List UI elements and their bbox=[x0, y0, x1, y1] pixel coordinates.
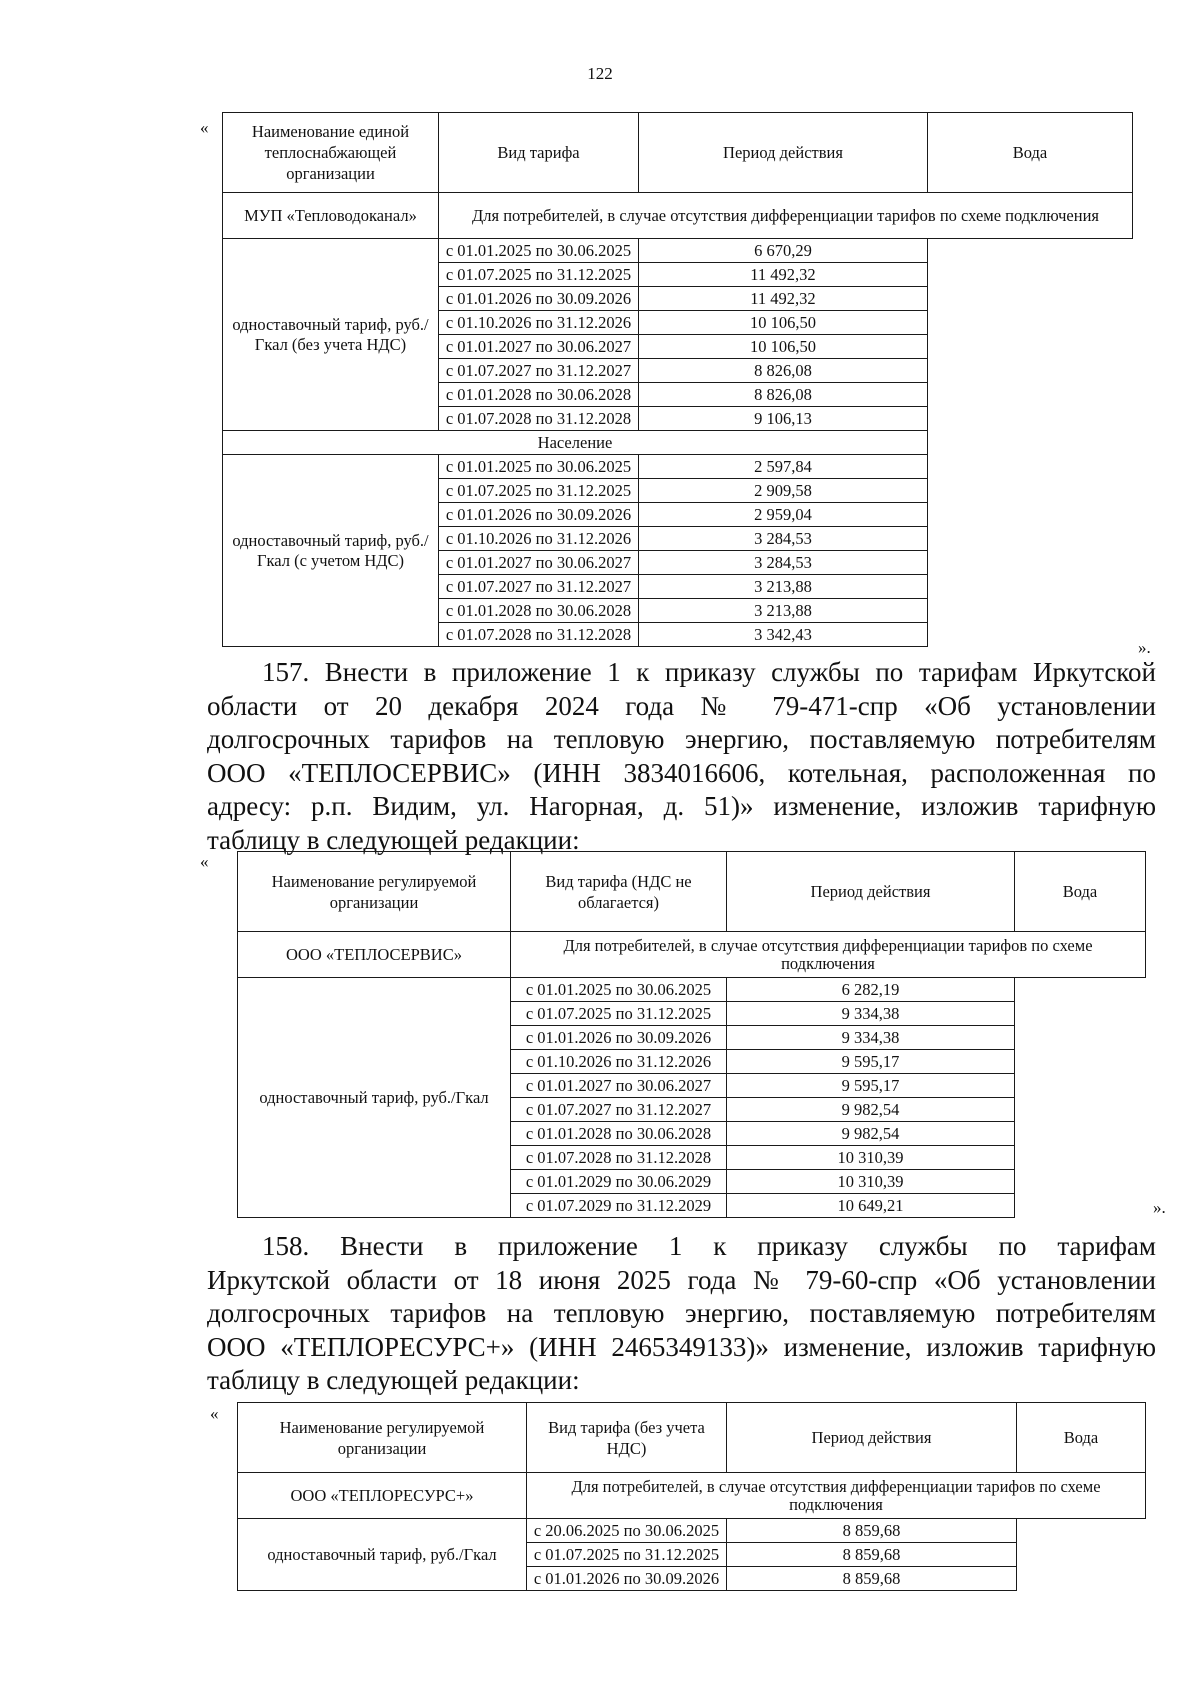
period-cell: с 01.07.2028 по 31.12.2028 bbox=[511, 1146, 727, 1170]
water-value-cell: 3 213,88 bbox=[639, 575, 928, 599]
water-value-cell: 9 334,38 bbox=[727, 1026, 1015, 1050]
period-cell: с 01.07.2025 по 31.12.2025 bbox=[527, 1543, 727, 1567]
header-org: Наименование единой теплоснабжающей организации bbox=[223, 113, 439, 193]
tariff-type-cell: одноставочный тариф, руб./Гкал bbox=[238, 1519, 527, 1591]
header-tariff-type: Вид тарифа bbox=[439, 113, 639, 193]
opening-quote: « bbox=[200, 852, 209, 871]
period-cell: с 01.07.2028 по 31.12.2028 bbox=[439, 623, 639, 647]
water-value-cell: 10 310,39 bbox=[727, 1170, 1015, 1194]
period-cell: с 01.07.2025 по 31.12.2025 bbox=[439, 479, 639, 503]
period-cell: с 01.01.2027 по 30.06.2027 bbox=[439, 335, 639, 359]
period-cell: с 01.01.2027 по 30.06.2027 bbox=[439, 551, 639, 575]
header-tariff-type: Вид тарифа (без учета НДС) bbox=[527, 1403, 727, 1473]
period-cell: с 20.06.2025 по 30.06.2025 bbox=[527, 1519, 727, 1543]
period-cell: с 01.01.2028 по 30.06.2028 bbox=[439, 383, 639, 407]
water-value-cell: 6 670,29 bbox=[639, 239, 928, 263]
period-cell: с 01.07.2025 по 31.12.2025 bbox=[439, 263, 639, 287]
opening-quote: « bbox=[210, 1404, 219, 1423]
paragraph-line: адресу: р.п. Видим, ул. Нагорная, д. 51)» изменение, изложив тарифную bbox=[207, 791, 1156, 821]
period-cell: с 01.10.2026 по 31.12.2026 bbox=[439, 311, 639, 335]
period-cell: с 01.07.2027 по 31.12.2027 bbox=[439, 359, 639, 383]
water-value-cell: 2 597,84 bbox=[639, 455, 928, 479]
section-consumers: Для потребителей, в случае отсутствия дифференциации тарифов по схеме подключения bbox=[439, 193, 1133, 239]
water-value-cell: 9 334,38 bbox=[727, 1002, 1015, 1026]
water-value-cell: 8 859,68 bbox=[727, 1567, 1017, 1591]
period-cell: с 01.01.2026 по 30.09.2026 bbox=[527, 1567, 727, 1591]
water-value-cell: 8 859,68 bbox=[727, 1519, 1017, 1543]
paragraph-line: долгосрочных тарифов на тепловую энергию, поставляемую потребителям bbox=[207, 1298, 1156, 1328]
table-row bbox=[223, 239, 1133, 263]
page-number: 122 bbox=[587, 64, 613, 83]
water-value-cell: 11 492,32 bbox=[639, 263, 928, 287]
header-period: Период действия bbox=[727, 852, 1015, 932]
period-cell: с 01.07.2028 по 31.12.2028 bbox=[439, 407, 639, 431]
water-value-cell: 10 310,39 bbox=[727, 1146, 1015, 1170]
paragraph-line: таблицу в следующей редакции: bbox=[207, 824, 580, 855]
section-consumers: Для потребителей, в случае отсутствия дифференциации тарифов по схеме подключения bbox=[511, 932, 1146, 978]
period-cell: с 01.10.2026 по 31.12.2026 bbox=[511, 1050, 727, 1074]
period-cell: с 01.01.2025 по 30.06.2025 bbox=[439, 239, 639, 263]
period-cell: с 01.01.2025 по 30.06.2025 bbox=[439, 455, 639, 479]
water-value-cell: 3 342,43 bbox=[639, 623, 928, 647]
water-value-cell: 9 106,13 bbox=[639, 407, 928, 431]
paragraph-line: 158. Внести в приложение 1 к приказу службы по тарифам bbox=[262, 1231, 1156, 1261]
water-value-cell: 3 284,53 bbox=[639, 527, 928, 551]
header-water: Вода bbox=[1015, 852, 1146, 932]
table-row bbox=[238, 978, 1146, 1002]
table-row bbox=[238, 1519, 1146, 1543]
header-water: Вода bbox=[1017, 1403, 1146, 1473]
paragraph-line: ООО «ТЕПЛОРЕСУРС+» (ИНН 2465349133)» изменение, изложив тарифную bbox=[207, 1331, 1156, 1362]
org-name-cell: ООО «ТЕПЛОРЕСУРС+» bbox=[238, 1473, 527, 1519]
period-cell: с 01.07.2029 по 31.12.2029 bbox=[511, 1194, 727, 1218]
opening-quote: « bbox=[200, 118, 209, 137]
water-value-cell: 2 909,58 bbox=[639, 479, 928, 503]
water-value-cell: 11 492,32 bbox=[639, 287, 928, 311]
header-org: Наименование регулируемой организации bbox=[238, 852, 511, 932]
closing-quote: ». bbox=[1138, 638, 1151, 657]
period-cell: с 01.07.2027 по 31.12.2027 bbox=[439, 575, 639, 599]
paragraph-line: Иркутской области от 18 июня 2025 года № 79-60-спр «Об установлении bbox=[207, 1264, 1156, 1295]
closing-quote: ». bbox=[1153, 1198, 1166, 1217]
water-value-cell: 2 959,04 bbox=[639, 503, 928, 527]
period-cell: с 01.07.2025 по 31.12.2025 bbox=[511, 1002, 727, 1026]
tariff-type-cell: одноставочный тариф, руб./Гкал bbox=[238, 978, 511, 1218]
period-cell: с 01.01.2029 по 30.06.2029 bbox=[511, 1170, 727, 1194]
water-value-cell: 9 595,17 bbox=[727, 1074, 1015, 1098]
header-period: Период действия bbox=[727, 1403, 1017, 1473]
period-cell: с 01.01.2028 по 30.06.2028 bbox=[439, 599, 639, 623]
paragraph-line: таблицу в следующей редакции: bbox=[207, 1365, 580, 1395]
water-value-cell: 10 649,21 bbox=[727, 1194, 1015, 1218]
water-value-cell: 8 826,08 bbox=[639, 359, 928, 383]
tariff-table-teploservis bbox=[237, 851, 1146, 1218]
org-name-cell: МУП «Тепловодоканал» bbox=[223, 193, 439, 239]
header-period: Период действия bbox=[639, 113, 928, 193]
tariff-table-teplovodokanal bbox=[222, 112, 1133, 647]
section-consumers: Для потребителей, в случае отсутствия дифференциации тарифов по схеме подключения bbox=[527, 1473, 1146, 1519]
period-cell: с 01.01.2028 по 30.06.2028 bbox=[511, 1122, 727, 1146]
header-tariff-type: Вид тарифа (НДС не облагается) bbox=[511, 852, 727, 932]
tariff-type-cell: одноставочный тариф, руб./Гкал (с учетом НДС) bbox=[223, 455, 439, 647]
water-value-cell: 9 595,17 bbox=[727, 1050, 1015, 1074]
org-name-cell: ООО «ТЕПЛОСЕРВИС» bbox=[238, 932, 511, 978]
paragraph-158 bbox=[207, 1230, 1156, 1398]
water-value-cell: 9 982,54 bbox=[727, 1122, 1015, 1146]
paragraph-line: 157. Внести в приложение 1 к приказу службы по тарифам Иркутской bbox=[262, 657, 1156, 687]
period-cell: с 01.01.2026 по 30.09.2026 bbox=[439, 503, 639, 527]
water-value-cell: 3 284,53 bbox=[639, 551, 928, 575]
period-cell: с 01.01.2026 по 30.09.2026 bbox=[439, 287, 639, 311]
water-value-cell: 9 982,54 bbox=[727, 1098, 1015, 1122]
paragraph-line: ООО «ТЕПЛОСЕРВИС» (ИНН 3834016606, котельная, расположенная по bbox=[207, 757, 1156, 788]
paragraph-line: области от 20 декабря 2024 года № 79-471-спр «Об установлении bbox=[207, 690, 1156, 721]
period-cell: с 01.07.2027 по 31.12.2027 bbox=[511, 1098, 727, 1122]
water-value-cell: 10 106,50 bbox=[639, 335, 928, 359]
period-cell: с 01.01.2027 по 30.06.2027 bbox=[511, 1074, 727, 1098]
tariff-type-cell: одноставочный тариф, руб./Гкал (без учета НДС) bbox=[223, 239, 439, 431]
period-cell: с 01.10.2026 по 31.12.2026 bbox=[439, 527, 639, 551]
water-value-cell: 3 213,88 bbox=[639, 599, 928, 623]
water-value-cell: 8 859,68 bbox=[727, 1543, 1017, 1567]
period-cell: с 01.01.2026 по 30.09.2026 bbox=[511, 1026, 727, 1050]
water-value-cell: 6 282,19 bbox=[727, 978, 1015, 1002]
section-population: Население bbox=[223, 431, 928, 455]
paragraph-157 bbox=[207, 656, 1156, 857]
table-row bbox=[223, 455, 1133, 479]
header-org: Наименование регулируемой организации bbox=[238, 1403, 527, 1473]
tariff-table-teploresurs bbox=[237, 1402, 1146, 1591]
header-water: Вода bbox=[928, 113, 1133, 193]
paragraph-line: долгосрочных тарифов на тепловую энергию, поставляемую потребителям bbox=[207, 724, 1156, 754]
water-value-cell: 8 826,08 bbox=[639, 383, 928, 407]
period-cell: с 01.01.2025 по 30.06.2025 bbox=[511, 978, 727, 1002]
water-value-cell: 10 106,50 bbox=[639, 311, 928, 335]
